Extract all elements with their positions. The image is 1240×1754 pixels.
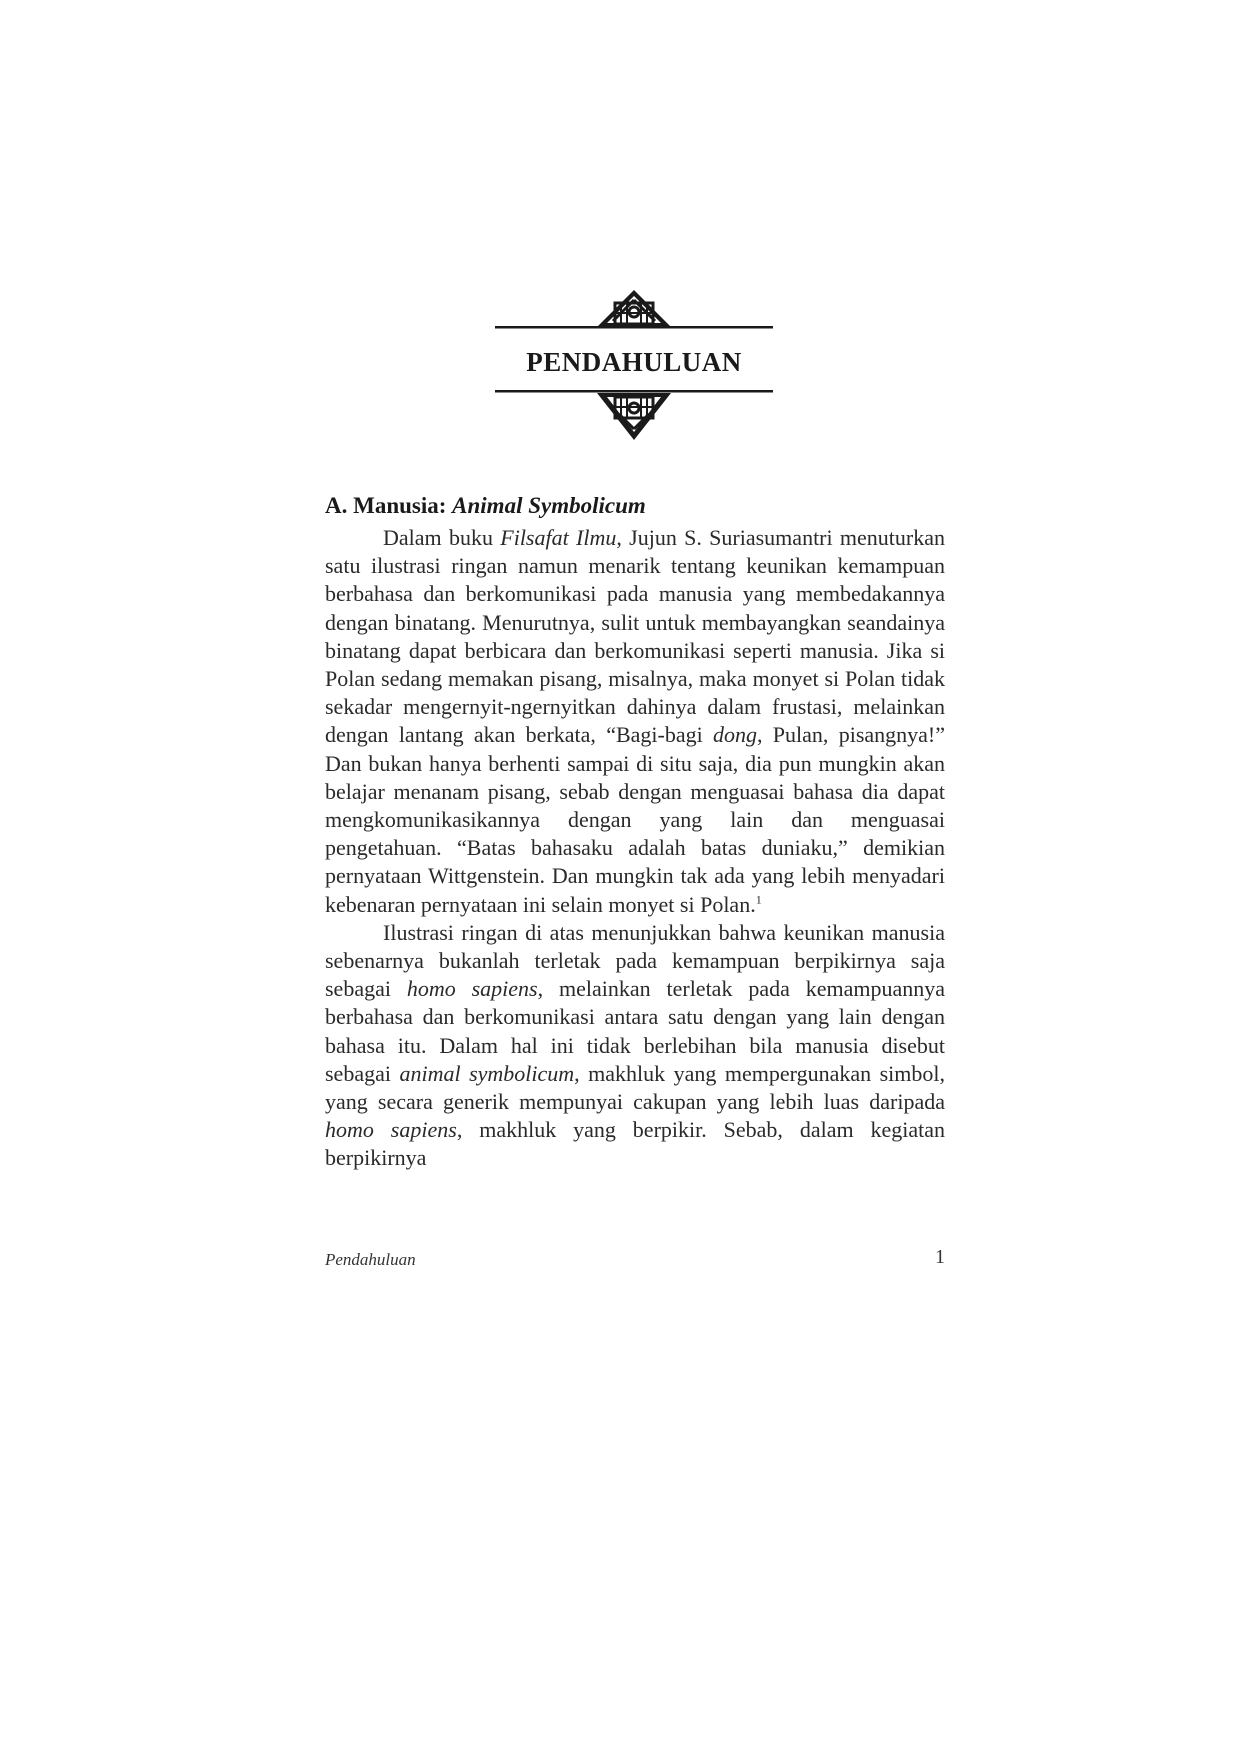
italic-term: animal symbolicum <box>399 1060 575 1086</box>
paragraph-text: , melainkan terletak pada kemampuannya berbahasa dan berkomunikasi antara satu dengan yang lain dengan bahasa itu. Dalam hal ini tidak berlebihan bila manusia disebut sebagai <box>325 976 945 1086</box>
chapter-title: PENDAHULUAN <box>526 347 742 377</box>
main-content <box>325 492 945 1173</box>
italic-word: dong <box>713 722 758 748</box>
paragraph-text: Dalam buku <box>383 525 501 550</box>
italic-term: homo sapiens <box>325 1117 457 1143</box>
page-number: 1 <box>935 1246 945 1268</box>
italic-book-title: Filsafat Ilmu <box>500 525 617 550</box>
paragraph-text: Ilustrasi ringan di atas menunjukkan bahwa keunikan manusia sebenarnya bukanlah terletak pada kemampuan berpikirnya saja sebagai <box>325 919 945 1002</box>
chapter-heading <box>495 286 773 444</box>
paragraph-text: , makhluk yang mempergunakan simbol, yang secara generik mempunyai cakupan yang lebih luas daripada <box>325 1060 946 1115</box>
running-footer-title: Pendahuluan <box>325 1250 416 1269</box>
footnote-marker[interactable]: 1 <box>755 892 762 907</box>
paragraph-text: , Jujun S. Suriasumantri menuturkan satu ilustrasi ringan namun menarik tentang keunikan kemampuan berbahasa dan berkomunikasi pada manusia yang membedakannya dengan binatang. Menurutnya, sulit untuk membayangkan seandainya binatang dapat berbicara dan berkomunikasi seperti manusia. Jika si Polan sedang memakan pisang, misalnya, maka monyet si Polan tidak sekadar mengernyit-ngernyitkan dahinya dalam frustasi, melainkan dengan lantang akan berkata, “Bagi-bagi <box>325 525 945 748</box>
paragraph-2 <box>325 919 945 1173</box>
section-heading-italic: Animal Symbolicum <box>452 493 646 518</box>
section-heading <box>325 492 945 520</box>
paragraph-1 <box>325 524 945 919</box>
paragraph-text: , Pulan, pisangnya!” Dan bukan hanya berhenti sampai di situ saja, dia pun mungkin akan belajar menanam pisang, sebab dengan menguasai bahasa dia dapat mengkomunikasikannya dengan yang lain dan menguasai pengetahuan. “Batas bahasaku adalah batas duniaku,” demikian pernyataan Wittgenstein. Dan mungkin tak ada yang lebih menyadari kebenaran pernyataan ini selain monyet si Polan. <box>325 722 945 917</box>
italic-term: homo sapiens <box>406 976 538 1002</box>
paragraph-text: , makhluk yang berpikir. Sebab, dalam kegiatan berpikirnya <box>325 1117 946 1171</box>
section-heading-prefix: A. Manusia: <box>325 493 453 518</box>
